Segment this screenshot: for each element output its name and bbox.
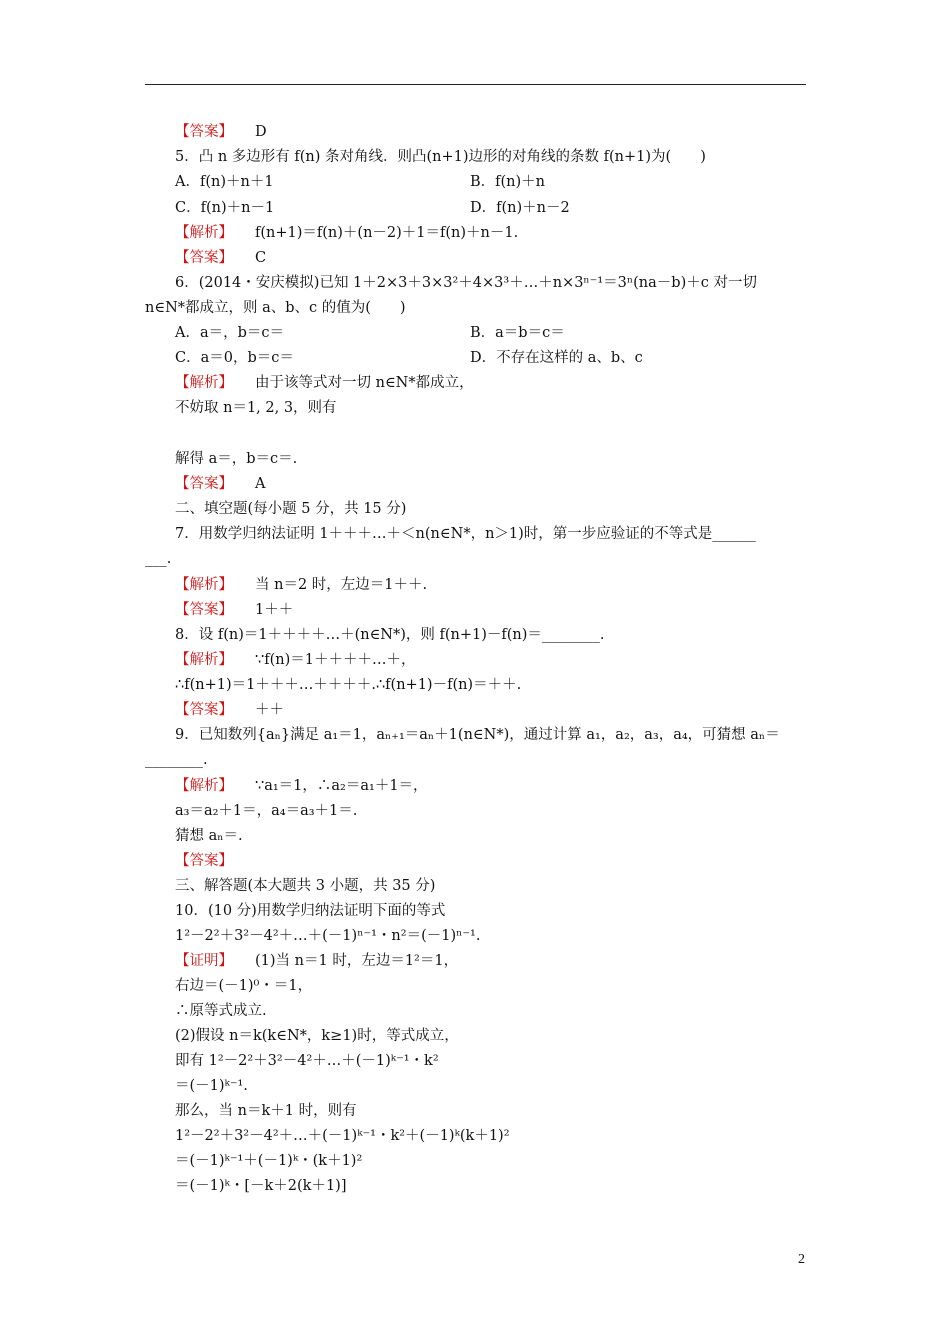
analysis-tag: 【解析】 (175, 225, 233, 241)
header-rule (145, 84, 806, 85)
answer-tag: 【答案】 (175, 702, 233, 718)
q6-answer-line (175, 473, 265, 495)
q8-analysis-line (175, 649, 415, 671)
q5-option-c: C．f(n)＋n－1 (175, 200, 275, 216)
q7-stem-line2: ___. (145, 551, 172, 567)
q9-answer-line (175, 850, 255, 872)
q10-proof-5: 即有 1²－2²＋3²－4²＋…＋(－1)ᵏ⁻¹・k² (175, 1053, 439, 1069)
q8-stem: 8．设 f(n)＝1＋＋＋＋…＋(n∈N*)，则 f(n+1)－f(n)＝________. (175, 627, 605, 643)
q6-analysis-1: 由于该等式对一切 n∈N*都成立， (255, 375, 474, 391)
q10-proof-line (175, 950, 458, 972)
q9-stem-line1: 9．已知数列{aₙ}满足 a₁＝1，aₙ₊₁＝aₙ＋1(n∈N*)，通过计算 a₁，a₂，a₃，a₄，可猜想 aₙ＝ (175, 727, 780, 743)
q9-analysis-1: ∵a₁＝1，∴a₂＝a₁＋1＝， (255, 778, 428, 794)
q7-stem-line1: 7．用数学归纳法证明 1＋＋＋…＋＜n(n∈N*，n＞1)时，第一步应验证的不等式是______ (175, 526, 756, 542)
q9-stem-line2: ________. (145, 752, 208, 768)
q6-stem-line1: 6．(2014・安庆模拟)已知 1＋2×3＋3×3²＋4×3³＋…＋n×3ⁿ⁻¹＝3ⁿ(na－b)＋c 对一切 (175, 275, 757, 291)
q9-analysis-line (175, 775, 428, 797)
q5-answer: C (255, 250, 267, 266)
q9-analysis-2: a₃＝a₂＋1＝，a₄＝a₃＋1＝. (175, 803, 358, 819)
q8-answer: ＋＋ (255, 702, 284, 718)
answer-tag: 【答案】 (175, 602, 233, 618)
analysis-tag: 【解析】 (175, 778, 233, 794)
q5-option-a: A．f(n)＋n＋1 (175, 174, 274, 190)
q8-analysis-1: ∵f(n)＝1＋＋＋＋…＋， (255, 652, 416, 668)
q10-proof-10: ＝(－1)ᵏ・[－k＋2(k＋1)] (175, 1178, 347, 1194)
section-2-heading: 二、填空题(每小题 5 分，共 15 分) (175, 501, 407, 517)
q10-proof-7: 那么，当 n＝k＋1 时，则有 (175, 1103, 357, 1119)
q10-proof-4: (2)假设 n＝k(k∈N*，k≥1)时，等式成立， (175, 1028, 459, 1044)
q5-analysis-line (175, 222, 518, 244)
q10-stem-line2: 1²－2²＋3²－4²＋…＋(－1)ⁿ⁻¹・n²＝(－1)ⁿ⁻¹. (175, 928, 481, 944)
answer-tag: 【答案】 (175, 476, 233, 492)
q10-proof-1: (1)当 n＝1 时，左边＝1²＝1， (255, 953, 459, 969)
q10-proof-6: ＝(－1)ᵏ⁻¹. (175, 1078, 248, 1094)
q6-option-d: D．不存在这样的 a、b、c (470, 350, 643, 366)
q6-analysis-line (175, 372, 474, 394)
q7-answer-line (175, 599, 293, 621)
q6-analysis-3: 解得 a＝，b＝c＝. (175, 451, 298, 467)
q10-stem-line1: 10．(10 分)用数学归纳法证明下面的等式 (175, 903, 446, 919)
q6-analysis-2: 不妨取 n＝1, 2, 3，则有 (175, 400, 337, 416)
proof-tag: 【证明】 (175, 953, 233, 969)
q6-option-a: A．a＝，b＝c＝ (175, 325, 285, 341)
q6-stem-line2: n∈N*都成立，则 a、b、c 的值为( ) (145, 300, 406, 316)
q7-analysis-line (175, 574, 427, 596)
q6-option-c: C．a＝0，b＝c＝ (175, 350, 294, 366)
analysis-tag: 【解析】 (175, 375, 233, 391)
section-3-heading: 三、解答题(本大题共 3 小题，共 35 分) (175, 878, 436, 894)
q10-proof-2: 右边＝(－1)⁰・＝1， (175, 978, 313, 994)
q5-analysis: f(n+1)＝f(n)＋(n－2)＋1＝f(n)＋n－1. (255, 225, 519, 241)
analysis-tag: 【解析】 (175, 652, 233, 668)
q5-option-d: D．f(n)＋n－2 (470, 200, 570, 216)
q6-answer: A (255, 476, 266, 492)
answer-tag: 【答案】 (175, 250, 233, 266)
q6-option-b: B．a＝b＝c＝ (470, 325, 565, 341)
answer-tag: 【答案】 (175, 124, 233, 140)
analysis-tag: 【解析】 (175, 577, 233, 593)
q5-answer-line (175, 247, 266, 269)
q10-proof-3: ∴原等式成立. (175, 1003, 267, 1019)
q9-analysis-3: 猜想 aₙ＝. (175, 828, 243, 844)
q4-answer-line (175, 121, 267, 143)
page-number: 2 (798, 1252, 805, 1267)
q8-answer-line (175, 699, 284, 721)
q5-option-b: B．f(n)＋n (470, 174, 546, 190)
q4-answer: D (255, 124, 267, 140)
q10-proof-8: 1²－2²＋3²－4²＋…＋(－1)ᵏ⁻¹・k²＋(－1)ᵏ(k＋1)² (175, 1128, 510, 1144)
q8-analysis-2: ∴f(n+1)＝1＋＋＋…＋＋＋＋.∴f(n+1)－f(n)＝＋＋. (175, 677, 522, 693)
q10-proof-9: ＝(－1)ᵏ⁻¹＋(－1)ᵏ・(k＋1)² (175, 1153, 363, 1169)
q7-analysis: 当 n＝2 时，左边＝1＋＋. (255, 577, 428, 593)
q7-answer: 1＋＋ (255, 602, 294, 618)
answer-tag: 【答案】 (175, 853, 233, 869)
q5-stem: 5．凸 n 多边形有 f(n) 条对角线．则凸(n+1)边形的对角线的条数 f(n+1)为( ) (175, 149, 706, 165)
